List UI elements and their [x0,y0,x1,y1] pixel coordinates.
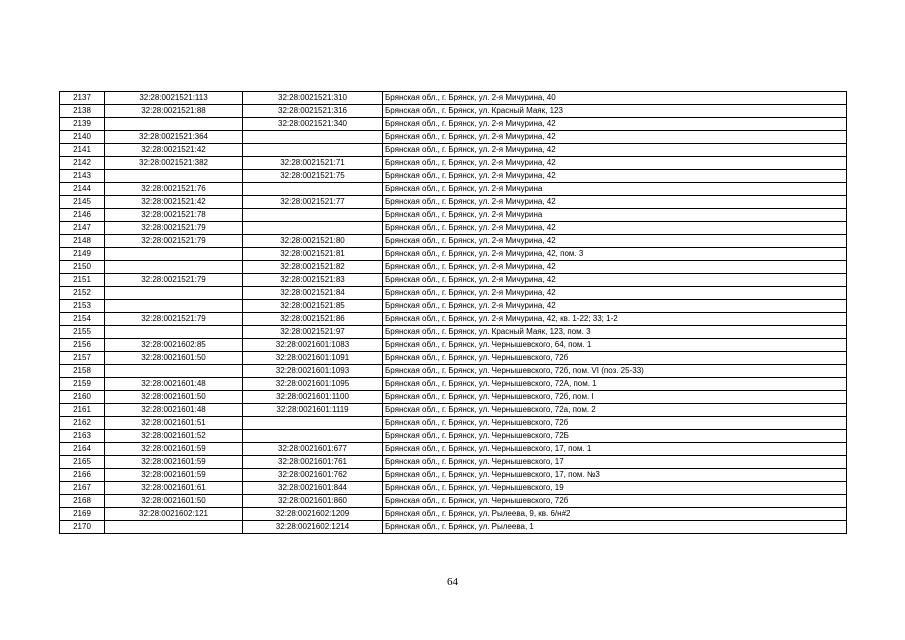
address-cell: Брянская обл., г. Брянск, ул. 2-я Мичурина, 42 [383,170,847,183]
row-number-cell: 2145 [60,196,105,209]
row-number-cell: 2166 [60,469,105,482]
address-cell: Брянская обл., г. Брянск, ул. Чернышевского, 72б [383,417,847,430]
cadastral-number-2-cell: 32:28:0021521:83 [243,274,383,287]
row-number-cell: 2169 [60,508,105,521]
cadastral-number-2-cell: 32:28:0021521:71 [243,157,383,170]
cadastral-number-2-cell: 32:28:0021601:677 [243,443,383,456]
address-cell: Брянская обл., г. Брянск, ул. 2-я Мичурина, 40 [383,92,847,105]
address-cell: Брянская обл., г. Брянск, ул. 2-я Мичурина, 42 [383,274,847,287]
address-cell: Брянская обл., г. Брянск, ул. 2-я Мичурина, 42 [383,300,847,313]
cadastral-table [59,91,847,534]
table-row [60,469,847,482]
cadastral-number-1-cell: 32:28:0021601:52 [105,430,243,443]
table-row [60,92,847,105]
cadastral-number-1-cell: 32:28:0021521:88 [105,105,243,118]
cadastral-number-2-cell: 32:28:0021521:97 [243,326,383,339]
cadastral-number-2-cell [243,144,383,157]
address-cell: Брянская обл., г. Брянск, ул. Чернышевского, 72А, пом. 1 [383,378,847,391]
row-number-cell: 2156 [60,339,105,352]
table-row [60,183,847,196]
row-number-cell: 2137 [60,92,105,105]
cadastral-number-1-cell [105,261,243,274]
cadastral-number-1-cell: 32:28:0021601:50 [105,391,243,404]
cadastral-number-2-cell: 32:28:0021521:75 [243,170,383,183]
cadastral-number-2-cell: 32:28:0021521:80 [243,235,383,248]
address-cell: Брянская обл., г. Брянск, ул. Чернышевского, 72а, пом. 2 [383,404,847,417]
cadastral-number-1-cell: 32:28:0021521:79 [105,235,243,248]
cadastral-number-1-cell: 32:28:0021521:42 [105,196,243,209]
row-number-cell: 2161 [60,404,105,417]
address-cell: Брянская обл., г. Брянск, ул. Чернышевского, 72б, пом. VI (поз. 25-33) [383,365,847,378]
cadastral-number-1-cell: 32:28:0021521:78 [105,209,243,222]
table-row [60,157,847,170]
cadastral-number-2-cell: 32:28:0021601:1119 [243,404,383,417]
cadastral-number-2-cell [243,222,383,235]
row-number-cell: 2155 [60,326,105,339]
table-row [60,131,847,144]
address-cell: Брянская обл., г. Брянск, ул. Чернышевского, 17, пом. №3 [383,469,847,482]
table-row [60,378,847,391]
cadastral-number-1-cell [105,326,243,339]
table-row [60,521,847,534]
cadastral-number-2-cell: 32:28:0021601:1091 [243,352,383,365]
cadastral-number-1-cell: 32:28:0021521:382 [105,157,243,170]
cadastral-number-1-cell: 32:28:0021601:48 [105,378,243,391]
cadastral-number-1-cell: 32:28:0021521:76 [105,183,243,196]
cadastral-number-2-cell [243,430,383,443]
row-number-cell: 2163 [60,430,105,443]
table-row [60,495,847,508]
table-row [60,482,847,495]
cadastral-number-1-cell: 32:28:0021601:59 [105,469,243,482]
cadastral-number-1-cell [105,287,243,300]
row-number-cell: 2152 [60,287,105,300]
table-row [60,170,847,183]
cadastral-number-1-cell: 32:28:0021602:121 [105,508,243,521]
cadastral-table-body [60,92,847,534]
cadastral-number-1-cell: 32:28:0021601:59 [105,456,243,469]
cadastral-number-2-cell [243,417,383,430]
address-cell: Брянская обл., г. Брянск, ул. 2-я Мичурина, 42 [383,287,847,300]
address-cell: Брянская обл., г. Брянск, ул. Чернышевского, 17, пом. 1 [383,443,847,456]
row-number-cell: 2159 [60,378,105,391]
row-number-cell: 2158 [60,365,105,378]
page-number: 64 [447,576,458,588]
address-cell: Брянская обл., г. Брянск, ул. Рылеева, 1 [383,521,847,534]
address-cell: Брянская обл., г. Брянск, ул. Чернышевского, 72б [383,495,847,508]
cadastral-number-1-cell [105,118,243,131]
table-row [60,508,847,521]
table-row [60,339,847,352]
address-cell: Брянская обл., г. Брянск, ул. Рылеева, 9, кв. 6/н#2 [383,508,847,521]
cadastral-number-2-cell: 32:28:0021601:860 [243,495,383,508]
address-cell: Брянская обл., г. Брянск, ул. Чернышевского, 19 [383,482,847,495]
table-row [60,417,847,430]
cadastral-number-1-cell [105,170,243,183]
address-cell: Брянская обл., г. Брянск, ул. 2-я Мичурина, 42 [383,118,847,131]
cadastral-number-2-cell [243,209,383,222]
row-number-cell: 2162 [60,417,105,430]
cadastral-number-1-cell: 32:28:0021521:364 [105,131,243,144]
address-cell: Брянская обл., г. Брянск, ул. Чернышевского, 17 [383,456,847,469]
row-number-cell: 2167 [60,482,105,495]
address-cell: Брянская обл., г. Брянск, ул. 2-я Мичурина [383,183,847,196]
cadastral-number-2-cell: 32:28:0021601:762 [243,469,383,482]
table-row [60,287,847,300]
address-cell: Брянская обл., г. Брянск, ул. Чернышевского, 72б [383,352,847,365]
cadastral-number-1-cell: 32:28:0021601:50 [105,495,243,508]
row-number-cell: 2147 [60,222,105,235]
cadastral-number-1-cell [105,300,243,313]
address-cell: Брянская обл., г. Брянск, ул. 2-я Мичурина, 42 [383,235,847,248]
cadastral-number-2-cell: 32:28:0021521:86 [243,313,383,326]
address-cell: Брянская обл., г. Брянск, ул. 2-я Мичурина, 42 [383,144,847,157]
table-row [60,235,847,248]
cadastral-number-1-cell [105,521,243,534]
cadastral-number-2-cell: 32:28:0021602:1214 [243,521,383,534]
table-row [60,118,847,131]
row-number-cell: 2164 [60,443,105,456]
row-number-cell: 2138 [60,105,105,118]
table-row [60,300,847,313]
row-number-cell: 2151 [60,274,105,287]
row-number-cell: 2153 [60,300,105,313]
row-number-cell: 2139 [60,118,105,131]
cadastral-number-2-cell: 32:28:0021521:340 [243,118,383,131]
row-number-cell: 2150 [60,261,105,274]
cadastral-number-1-cell: 32:28:0021521:79 [105,222,243,235]
table-row [60,313,847,326]
row-number-cell: 2142 [60,157,105,170]
cadastral-number-2-cell: 32:28:0021601:1083 [243,339,383,352]
row-number-cell: 2143 [60,170,105,183]
cadastral-number-2-cell: 32:28:0021601:761 [243,456,383,469]
row-number-cell: 2160 [60,391,105,404]
table-row [60,443,847,456]
cadastral-number-2-cell: 32:28:0021601:1093 [243,365,383,378]
cadastral-number-2-cell: 32:28:0021601:844 [243,482,383,495]
cadastral-number-2-cell [243,131,383,144]
cadastral-number-2-cell: 32:28:0021521:84 [243,287,383,300]
table-row [60,456,847,469]
row-number-cell: 2149 [60,248,105,261]
cadastral-number-1-cell: 32:28:0021601:50 [105,352,243,365]
cadastral-number-2-cell: 32:28:0021521:85 [243,300,383,313]
table-row [60,365,847,378]
cadastral-number-1-cell: 32:28:0021601:51 [105,417,243,430]
table-row [60,391,847,404]
address-cell: Брянская обл., г. Брянск, ул. 2-я Мичурина [383,209,847,222]
cadastral-number-2-cell: 32:28:0021601:1100 [243,391,383,404]
cadastral-number-2-cell: 32:28:0021601:1095 [243,378,383,391]
cadastral-number-1-cell: 32:28:0021521:42 [105,144,243,157]
cadastral-number-2-cell: 32:28:0021521:82 [243,261,383,274]
table-row [60,196,847,209]
row-number-cell: 2140 [60,131,105,144]
row-number-cell: 2144 [60,183,105,196]
row-number-cell: 2146 [60,209,105,222]
address-cell: Брянская обл., г. Брянск, ул. 2-я Мичурина, 42, кв. 1-22; 33; 1-2 [383,313,847,326]
address-cell: Брянская обл., г. Брянск, ул. Чернышевского, 64, пом. 1 [383,339,847,352]
cadastral-number-1-cell: 32:28:0021521:79 [105,313,243,326]
row-number-cell: 2165 [60,456,105,469]
cadastral-number-1-cell [105,365,243,378]
row-number-cell: 2157 [60,352,105,365]
table-row [60,326,847,339]
address-cell: Брянская обл., г. Брянск, ул. 2-я Мичурина, 42, пом. 3 [383,248,847,261]
row-number-cell: 2154 [60,313,105,326]
address-cell: Брянская обл., г. Брянск, ул. 2-я Мичурина, 42 [383,196,847,209]
cadastral-number-2-cell: 32:28:0021521:310 [243,92,383,105]
cadastral-number-1-cell: 32:28:0021601:61 [105,482,243,495]
cadastral-number-1-cell: 32:28:0021602:85 [105,339,243,352]
table-row [60,404,847,417]
address-cell: Брянская обл., г. Брянск, ул. 2-я Мичурина, 42 [383,131,847,144]
cadastral-number-2-cell: 32:28:0021521:316 [243,105,383,118]
table-row [60,430,847,443]
table-row [60,209,847,222]
address-cell: Брянская обл., г. Брянск, ул. Красный Маяк, 123 [383,105,847,118]
address-cell: Брянская обл., г. Брянск, ул. 2-я Мичурина, 42 [383,157,847,170]
address-cell: Брянская обл., г. Брянск, ул. Чернышевского, 72Б [383,430,847,443]
cadastral-number-2-cell: 32:28:0021521:81 [243,248,383,261]
cadastral-number-1-cell: 32:28:0021601:59 [105,443,243,456]
address-cell: Брянская обл., г. Брянск, ул. Красный Маяк, 123, пом. 3 [383,326,847,339]
address-cell: Брянская обл., г. Брянск, ул. 2-я Мичурина, 42 [383,261,847,274]
row-number-cell: 2168 [60,495,105,508]
address-cell: Брянская обл., г. Брянск, ул. 2-я Мичурина, 42 [383,222,847,235]
table-row [60,222,847,235]
address-cell: Брянская обл., г. Брянск, ул. Чернышевского, 72б, пом. I [383,391,847,404]
cadastral-number-1-cell [105,248,243,261]
table-row [60,105,847,118]
table-row [60,248,847,261]
cadastral-number-1-cell: 32:28:0021601:48 [105,404,243,417]
row-number-cell: 2141 [60,144,105,157]
table-row [60,144,847,157]
table-row [60,261,847,274]
cadastral-number-2-cell: 32:28:0021602:1209 [243,508,383,521]
cadastral-number-2-cell [243,183,383,196]
cadastral-number-2-cell: 32:28:0021521:77 [243,196,383,209]
row-number-cell: 2148 [60,235,105,248]
table-row [60,352,847,365]
cadastral-number-1-cell: 32:28:0021521:79 [105,274,243,287]
cadastral-number-1-cell: 32:28:0021521:113 [105,92,243,105]
row-number-cell: 2170 [60,521,105,534]
table-row [60,274,847,287]
